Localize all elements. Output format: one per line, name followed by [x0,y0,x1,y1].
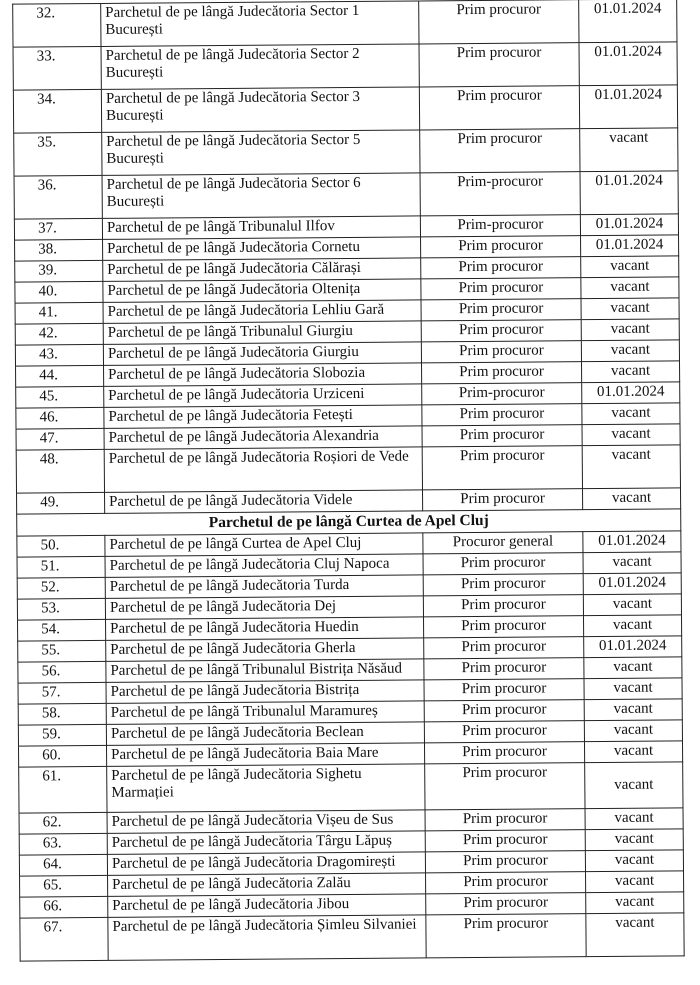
row-number: 37. [14,218,102,240]
status-date: vacant [584,741,682,763]
table-row [13,42,677,90]
position-title: Prim procuror [423,595,583,617]
office-name: Parchetul de pe lângă Judecătoria Giurgiu [103,342,421,365]
position-title: Prim procuror [423,553,583,575]
row-number: 34. [13,89,101,133]
office-name: Parchetul de pe lângă Judecătoria Turda [105,575,423,598]
status-date: vacant [582,403,680,425]
position-title: Prim procuror [422,362,582,384]
position-title: Prim procuror [421,341,581,363]
status-date: vacant [581,319,679,341]
office-name: Parchetul de pe lângă Judecătoria Sector 3 București [101,87,419,132]
position-title: Prim procuror [426,914,586,958]
status-date: vacant [581,340,679,362]
row-number: 32. [13,3,101,47]
status-date: vacant [584,720,682,742]
table-body [13,0,684,961]
position-title: Prim procuror [424,679,584,701]
row-number: 57. [18,682,106,704]
row-number: 62. [19,812,107,834]
table-row [14,171,678,219]
position-title: Prim procuror [423,489,583,511]
row-number: 35. [14,132,102,176]
position-title: Prim procuror [424,700,584,722]
office-name: Parchetul de pe lângă Judecătoria Urziceni [104,384,422,407]
table-row [14,128,678,176]
status-date: vacant [583,594,681,616]
position-title: Prim procuror [425,763,585,810]
table-row [19,762,683,813]
row-number: 36. [14,175,102,219]
row-number: 46. [16,407,104,429]
status-date: vacant [585,829,683,851]
row-number: 43. [15,344,103,366]
status-date: 01.01.2024 [583,531,681,553]
office-name: Parchetul de pe lângă Judecătoria Beclean [106,722,424,745]
position-title: Prim procuror [425,809,585,831]
office-name: Parchetul de pe lângă Judecătoria Sector 5 București [102,130,420,175]
row-number: 63. [19,833,107,855]
status-date: 01.01.2024 [579,85,677,129]
office-name: Parchetul de pe lângă Judecătoria Zalău [108,873,426,896]
position-title: Prim procuror [424,658,584,680]
status-date: 01.01.2024 [579,0,677,43]
prosecutor-offices-table [12,0,685,962]
office-name: Parchetul de pe lângă Tribunalul Maramureș [106,701,424,724]
office-name: Parchetul de pe lângă Tribunalul Giurgiu [103,321,421,344]
office-name: Parchetul de pe lângă Judecătoria Cluj Napoca [105,554,423,577]
row-number: 54. [18,619,106,641]
row-number: 38. [15,239,103,261]
office-name: Parchetul de pe lângă Judecătoria Slobozia [104,363,422,386]
office-name: Parchetul de pe lângă Judecătoria Sector 2 București [101,44,419,89]
position-title: Prim procuror [424,742,584,764]
position-title: Prim procuror [423,574,583,596]
position-title: Prim procuror [421,278,581,300]
office-name: Parchetul de pe lângă Judecătoria Huedin [106,617,424,640]
status-date: vacant [582,445,680,489]
office-name: Parchetul de pe lângă Judecătoria Lehliu Gară [103,300,421,323]
status-date: vacant [582,424,680,446]
status-date: vacant [582,488,680,510]
row-number: 51. [17,556,105,578]
position-title: Prim procuror [422,425,582,447]
status-date: vacant [584,699,682,721]
row-number: 61. [19,766,107,813]
row-number: 60. [19,745,107,767]
row-number: 47. [16,428,104,450]
status-date: vacant [585,762,683,809]
table-row [13,85,677,133]
office-name: Parchetul de pe lângă Judecătoria Alexandria [104,426,422,449]
status-date: vacant [583,615,681,637]
office-name: Parchetul de pe lângă Judecătoria Bistrița [106,680,424,703]
office-name: Parchetul de pe lângă Judecătoria Baia Mare [106,743,424,766]
status-date: vacant [581,298,679,320]
position-title: Prim-procuror [422,383,582,405]
status-date: 01.01.2024 [584,636,682,658]
status-date: vacant [584,678,682,700]
row-number: 52. [17,577,105,599]
office-name: Parchetul de pe lângă Judecătoria Roșiori de Vede [104,447,422,492]
position-title: Prim procuror [424,637,584,659]
status-date: vacant [583,552,681,574]
office-name: Parchetul de pe lângă Judecătoria Sector 1 București [101,1,419,46]
status-date: vacant [584,657,682,679]
row-number: 39. [15,260,103,282]
status-date: vacant [581,277,679,299]
row-number: 56. [18,661,106,683]
position-title: Prim procuror [426,872,586,894]
row-number: 45. [16,386,104,408]
position-title: Prim procuror [425,830,585,852]
office-name: Parchetul de pe lângă Judecătoria Vișeu de Sus [107,810,425,833]
status-date: vacant [585,850,683,872]
office-name: Parchetul de pe lângă Judecătoria Călărași [103,258,421,281]
status-date: vacant [586,892,684,914]
table-row [20,913,684,961]
position-title: Prim procuror [423,616,583,638]
office-name: Parchetul de pe lângă Judecătoria Gherla [106,638,424,661]
row-number: 64. [19,854,107,876]
office-name: Parchetul de pe lângă Judecătoria Jibou [108,894,426,917]
office-name: Parchetul de pe lângă Judecătoria Dej [105,596,423,619]
office-name: Parchetul de pe lângă Judecătoria Șimleu Silvaniei [108,915,426,960]
position-title: Prim procuror [419,86,579,130]
position-title: Prim procuror [421,320,581,342]
office-name: Parchetul de pe lângă Judecătoria Sector 6 București [102,173,420,218]
status-date: 01.01.2024 [583,573,681,595]
row-number: 53. [17,598,105,620]
row-number: 40. [15,281,103,303]
row-number: 59. [18,724,106,746]
office-name: Parchetul de pe lângă Judecătoria Dragomirești [107,852,425,875]
status-date: vacant [581,361,679,383]
office-name: Parchetul de pe lângă Judecătoria Târgu Lăpuș [107,831,425,854]
row-number: 44. [16,365,104,387]
position-title: Prim-procuror [420,172,580,216]
status-date: 01.01.2024 [580,171,678,215]
position-title: Procuror general [423,532,583,554]
table-row [13,0,677,47]
office-name: Parchetul de pe lângă Judecătoria Cornetu [103,237,421,260]
position-title: Prim procuror [419,0,579,44]
office-name: Parchetul de pe lângă Judecătoria Videle [105,490,423,513]
position-title: Prim procuror [425,851,585,873]
row-number: 50. [17,535,105,557]
row-number: 55. [18,640,106,662]
status-date: 01.01.2024 [581,235,679,257]
status-date: vacant [580,128,678,172]
position-title: Prim procuror [421,257,581,279]
status-date: 01.01.2024 [579,42,677,86]
position-title: Prim procuror [422,446,582,490]
status-date: 01.01.2024 [582,382,680,404]
status-date: vacant [585,808,683,830]
position-title: Prim procuror [424,721,584,743]
row-number: 67. [20,917,108,961]
office-name: Parchetul de pe lângă Tribunalul Ilfov [102,216,420,239]
position-title: Prim procuror [426,893,586,915]
status-date: vacant [586,913,684,957]
row-number: 41. [15,302,103,324]
position-title: Prim procuror [421,236,581,258]
office-name: Parchetul de pe lângă Tribunalul Bistrița Năsăud [106,659,424,682]
position-title: Prim procuror [421,299,581,321]
row-number: 58. [18,703,106,725]
row-number: 42. [15,323,103,345]
row-number: 33. [13,46,101,90]
office-name: Parchetul de pe lângă Judecătoria Sighetu Marmației [107,764,425,812]
status-date: vacant [581,256,679,278]
row-number: 66. [20,896,108,918]
status-date: vacant [586,871,684,893]
position-title: Prim procuror [420,129,580,173]
row-number: 48. [16,449,104,493]
status-date: 01.01.2024 [580,214,678,236]
office-name: Parchetul de pe lângă Judecătoria Oltenița [103,279,421,302]
table-row [16,445,680,493]
office-name: Parchetul de pe lângă Curtea de Apel Cluj [105,533,423,556]
position-title: Prim-procuror [420,215,580,237]
row-number: 65. [20,875,108,897]
office-name: Parchetul de pe lângă Judecătoria Fetești [104,405,422,428]
position-title: Prim procuror [419,43,579,87]
row-number: 49. [17,492,105,514]
section-title: Parchetul de pe lângă Curtea de Apel Cluj [17,509,681,536]
position-title: Prim procuror [422,404,582,426]
